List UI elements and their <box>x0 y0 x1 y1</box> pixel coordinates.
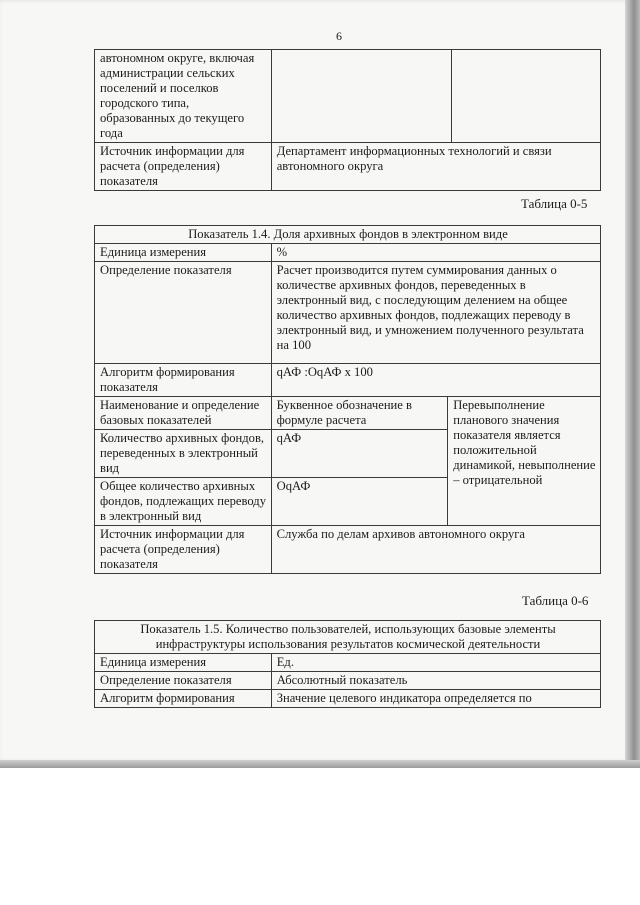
table-row <box>95 364 601 397</box>
algorithm-label: Алгоритм формирования <box>95 690 272 708</box>
base-symbol: ОqАФ <box>271 478 448 526</box>
source-label: Источник информации для расчета (определения) показателя <box>95 526 272 574</box>
table-row <box>95 397 601 430</box>
table-row <box>95 143 601 191</box>
table-indicator-1-5 <box>94 620 601 708</box>
table-row <box>95 690 601 708</box>
unit-value: Ед. <box>271 654 600 672</box>
table-cell: автономном округе, включая администрации сельских поселений и поселков городского типа, образованных до текущего года <box>95 50 272 143</box>
table-title: Показатель 1.4. Доля архивных фондов в электронном виде <box>95 226 601 244</box>
table-title: Показатель 1.5. Количество пользователей, использующих базовые элементы инфраструктуры использования результатов космической деятельности <box>95 621 601 654</box>
algorithm-value: qАФ :ОqАФ х 100 <box>271 364 600 397</box>
table-row <box>95 50 601 143</box>
base-header-name: Наименование и определение базовых показателей <box>95 397 272 430</box>
table-row <box>95 262 601 364</box>
table-cell <box>452 50 601 143</box>
source-value: Служба по делам архивов автономного округа <box>271 526 600 574</box>
table-continuation <box>94 49 601 191</box>
table-row <box>95 244 601 262</box>
unit-value: % <box>271 244 600 262</box>
source-value: Департамент информационных технологий и связи автономного округа <box>271 143 600 191</box>
algorithm-label: Алгоритм формирования показателя <box>95 364 272 397</box>
page-number: 6 <box>336 29 342 43</box>
algorithm-value: Значение целевого индикатора определяется по <box>271 690 600 708</box>
definition-label: Определение показателя <box>95 672 272 690</box>
table-caption: Таблица 0-6 <box>522 593 589 608</box>
scan-edge-right <box>625 0 640 768</box>
source-label: Источник информации для расчета (определения) показателя <box>95 143 272 191</box>
table-indicator-1-4 <box>94 225 601 574</box>
table-row <box>95 672 601 690</box>
definition-value: Расчет производится путем суммирования данных о количестве архивных фондов, переведенных в электронный вид, с последующим делением на общее количество архивных фондов, подлежащих переводу в электронный вид, и умножением полученного результата на 100 <box>271 262 600 364</box>
base-symbol: qАФ <box>271 430 448 478</box>
base-header-symbol: Буквенное обозначение в формуле расчета <box>271 397 448 430</box>
table-caption: Таблица 0-5 <box>521 196 588 211</box>
table-row <box>95 654 601 672</box>
scan-edge-bottom <box>0 760 640 768</box>
base-name: Общее количество архивных фондов, подлежащих переводу в электронный вид <box>95 478 272 526</box>
unit-label: Единица измерения <box>95 244 272 262</box>
unit-label: Единица измерения <box>95 654 272 672</box>
table-row <box>95 621 601 654</box>
table-row <box>95 526 601 574</box>
evaluation-note: Перевыполнение планового значения показателя является положительной динамикой, невыполнение – отрицательной <box>448 397 601 526</box>
table-cell <box>271 50 452 143</box>
table-row <box>95 226 601 244</box>
definition-label: Определение показателя <box>95 262 272 364</box>
base-name: Количество архивных фондов, переведенных в электронный вид <box>95 430 272 478</box>
definition-value: Абсолютный показатель <box>271 672 600 690</box>
